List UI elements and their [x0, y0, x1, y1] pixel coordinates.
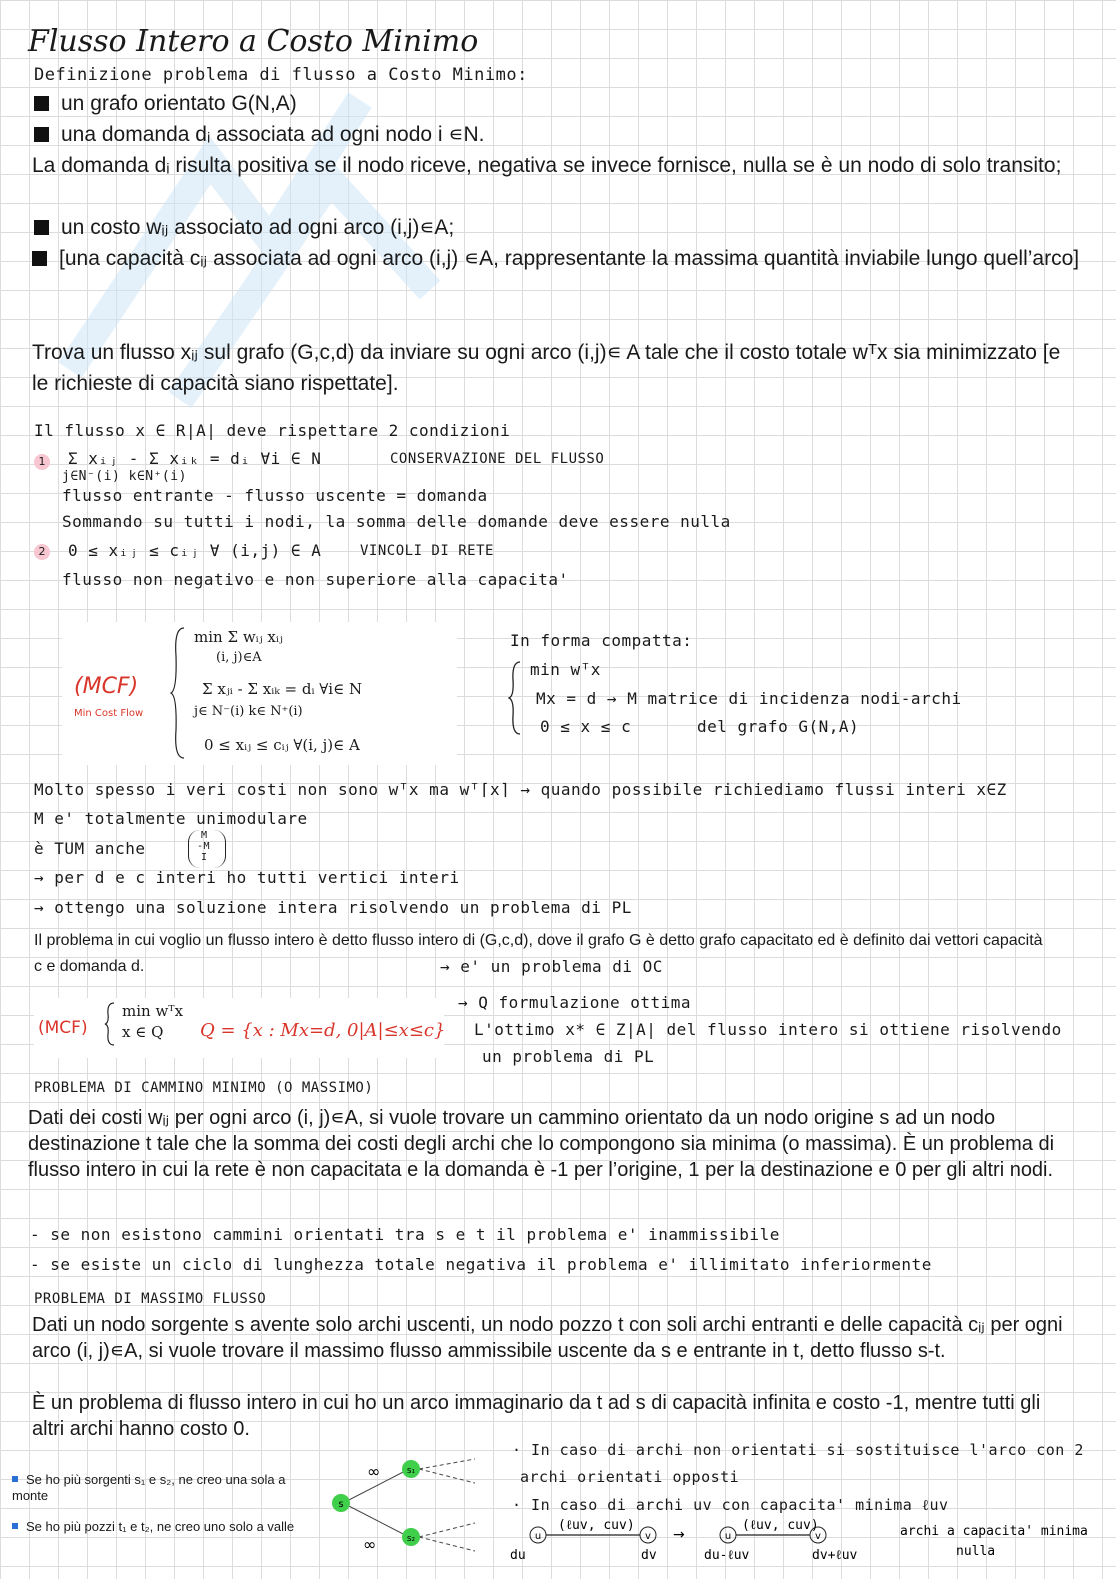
square-bullet-icon	[34, 127, 49, 142]
definition-heading: Definizione problema di flusso a Costo Minimo:	[34, 65, 528, 85]
source-1-label: s₁	[406, 1466, 416, 1476]
mcf2-note-1: → Q formulazione ottima	[458, 993, 692, 1012]
tum-matrix: M -M I	[188, 830, 226, 868]
arc-label-1: (ℓuv, cuv)	[558, 1518, 635, 1533]
condition-2-label: VINCOLI DI RETE	[360, 543, 494, 559]
undirected-note-2: archi orientati opposti	[520, 1468, 740, 1486]
compact-objective: min wᵀx	[530, 660, 601, 679]
super-source-diagram	[325, 1455, 485, 1565]
bullet-graph	[34, 88, 297, 119]
condition-2-formula: 0 ≤ xᵢⱼ ≤ cᵢⱼ ∀ (i,j) ∈ A	[68, 541, 322, 560]
zero-capacity-note-2: nulla	[956, 1544, 996, 1559]
demand-paragraph: La domanda dᵢ risulta positiva se il nodo riceve, negativa se invece fornisce, nulla se è un nodo di solo transito;	[32, 154, 1062, 177]
mcf-objective-index: (i, j)∈A	[216, 650, 262, 665]
multi-sink-note: Se ho più pozzi t₁ e t₂, ne creo uno solo a valle	[12, 1519, 312, 1535]
dv-plus-label: dv+ℓuv	[812, 1548, 858, 1563]
tum-note-1: Molto spesso i veri costi non sono wᵀx ma wᵀ⌈x⌉ → quando possibile richiediamo flussi interi x∈Z	[34, 780, 1007, 799]
maxflow-heading: PROBLEMA DI MASSIMO FLUSSO	[34, 1291, 267, 1307]
bullet-icon	[12, 1523, 18, 1529]
path-paragraph: Dati dei costi wᵢⱼ per ogni arco (i, j)∊A, si vuole trovare un cammino orientato da un nodo origine s ad un nodo destinazione t tale che la somma dei costi degli archi che lo compongono sia minima (o massima). È un problema di flusso intero in cui la rete è non capacitata e la domanda è -1 per l’origine, 1 per la destinazione e 0 per gli altri nodi.	[28, 1107, 1055, 1181]
node-v-label: v	[645, 1531, 651, 1542]
problem-paragraph: Trova un flusso xᵢⱼ sul grafo (G,c,d) da inviare su ogni arco (i,j)∊ A tale che il costo totale wᵀx sia minimizzato [e le richieste di capacità siano rispettate].	[32, 341, 1061, 395]
square-bullet-icon	[34, 220, 49, 235]
zero-capacity-note: archi a capacita' minima	[900, 1524, 1088, 1539]
condition-2-marker: 2	[34, 542, 50, 560]
condition-1-label: CONSERVAZIONE DEL FLUSSO	[390, 451, 605, 467]
min-capacity-note: · In caso di archi uv con capacita' minima ℓuv	[512, 1496, 949, 1514]
bullet-icon	[12, 1476, 18, 1482]
left-brace-icon	[508, 660, 522, 736]
bullet-demand	[34, 119, 485, 150]
left-brace-icon	[170, 626, 186, 760]
svg-text:→: →	[673, 1527, 685, 1543]
node-u2-label: u	[724, 1531, 732, 1542]
path-note-1: - se non esistono cammini orientati tra s e t il problema e' inammissibile	[30, 1225, 780, 1244]
bullet-text: un costo wᵢⱼ associato ad ogni arco (i,j)∊A;	[61, 216, 455, 239]
mcf-formulation	[62, 622, 457, 765]
bullet-text: [una capacità cᵢⱼ associata ad ogni arco (i,j) ∊A, rappresentante la massima quantità inviabile lungo quell’arco]	[59, 247, 1080, 270]
mcf-label: (MCF)	[38, 1018, 88, 1038]
mcf-label: (MCF)	[74, 674, 139, 699]
mcf-conservation: Σ xⱼᵢ - Σ xᵢₖ = dᵢ ∀i∈ N	[202, 680, 363, 698]
condition-1-marker: 1	[34, 452, 50, 470]
condition-1-formula: Σ xᵢⱼ - Σ xᵢₖ = dᵢ ∀i ∈ N	[68, 449, 322, 468]
mcf-bounds: 0 ≤ xᵢⱼ ≤ cᵢⱼ ∀(i, j)∈ A	[204, 736, 360, 754]
mcf2-note-3: un problema di PL	[482, 1047, 655, 1066]
mcf2-note-2: L'ottimo x* ∈ Z|A| del flusso intero si ottiene risolvendo	[474, 1020, 1062, 1039]
maxflow-paragraph-2: È un problema di flusso intero in cui ho un arco immaginario da t ad s di capacità infinita e costo -1, mentre tutti gli altri archi hanno costo 0.	[32, 1392, 1041, 1440]
tum-note-3: è TUM anche	[34, 839, 146, 858]
condition-1-explain: flusso entrante - flusso uscente = domanda	[62, 486, 488, 505]
square-bullet-icon	[34, 96, 49, 111]
infinity-label-1: ∞	[367, 1462, 381, 1481]
super-source-label: s	[338, 1499, 344, 1510]
min-capacity-transform-diagram	[508, 1515, 1108, 1575]
compact-constraint-2: del grafo G(N,A)	[697, 717, 860, 736]
infinity-label-2: ∞	[363, 1535, 377, 1554]
tum-note-5: → ottengo una soluzione intera risolvendo un problema di PL	[34, 898, 632, 917]
multi-source-note: Se ho più sorgenti s₁ e s₂, ne creo una sola a monte	[12, 1472, 286, 1503]
condition-1-indices: j∈N⁻(i) k∈N⁺(i)	[62, 469, 187, 484]
dv-label: dv	[641, 1548, 657, 1563]
tum-note-2: M e' totalmente unimodulare	[34, 809, 308, 828]
square-bullet-icon	[32, 251, 47, 266]
path-note-2: - se esiste un ciclo di lunghezza totale negativa il problema e' illimitato inferiormente	[30, 1255, 932, 1274]
node-v2-label: v	[815, 1531, 821, 1542]
bullet-capacity	[32, 243, 1102, 274]
bullet-cost	[34, 212, 454, 243]
conditions-heading: Il flusso x ∈ R|A| deve rispettare 2 condizioni	[34, 421, 511, 440]
page-title: Flusso Intero a Costo Minimo	[28, 24, 479, 59]
integer-flow-note: → e' un problema di OC	[440, 957, 663, 976]
mcf2-objective: min wᵀx	[122, 1002, 184, 1020]
mcf2-domain: x ∈ Q	[122, 1023, 164, 1041]
compact-bounds: 0 ≤ x ≤ c	[540, 717, 632, 736]
compact-heading: In forma compatta:	[510, 631, 693, 650]
undirected-note: · In caso di archi non orientati si sostituisce l'arco con 2	[512, 1441, 1084, 1459]
arc-label-2: (ℓuv, cuv)	[742, 1518, 819, 1533]
du-minus-label: du-ℓuv	[704, 1548, 750, 1563]
path-heading: PROBLEMA DI CAMMINO MINIMO (O MASSIMO)	[34, 1080, 374, 1096]
condition-2-explain: flusso non negativo e non superiore alla capacita'	[62, 570, 569, 589]
source-2-label: s₂	[406, 1534, 416, 1544]
mcf-objective: min Σ wᵢⱼ xᵢⱼ	[194, 628, 283, 646]
du-label: du	[510, 1548, 526, 1563]
tum-note-4: → per d e c interi ho tutti vertici interi	[34, 868, 460, 887]
left-brace-icon	[104, 1002, 116, 1046]
q-formulation: Q = {x : Mx=d, 0|A|≤x≤c}	[200, 1020, 446, 1041]
integer-flow-paragraph: Il problema in cui voglio un flusso intero è detto flusso intero di (G,c,d), dove il grafo G è detto grafo capacitato ed è definito dai vettori capacità c e domanda d.	[34, 932, 1043, 975]
compact-constraint: Mx = d → M matrice di incidenza nodi-archi	[536, 689, 962, 708]
bullet-text: una domanda dᵢ associata ad ogni nodo i ∊N.	[61, 123, 485, 146]
node-u-label: u	[534, 1531, 542, 1542]
bullet-text: un grafo orientato G(N,A)	[61, 92, 297, 115]
condition-1-sum: Sommando su tutti i nodi, la somma delle domande deve essere nulla	[62, 512, 731, 531]
mcf-compact-formulation	[34, 998, 444, 1058]
mcf-conservation-index: j∈ N⁻(i) k∈ N⁺(i)	[194, 704, 303, 719]
maxflow-paragraph: Dati un nodo sorgente s avente solo archi uscenti, un nodo pozzo t con soli archi entranti e delle capacità cᵢⱼ per ogni arco (i, j)∊A, si vuole trovare il massimo flusso ammissibile uscente da s e entrante in t, detto flusso s-t.	[32, 1314, 1063, 1362]
mcf-sublabel: Min Cost Flow	[74, 708, 144, 719]
